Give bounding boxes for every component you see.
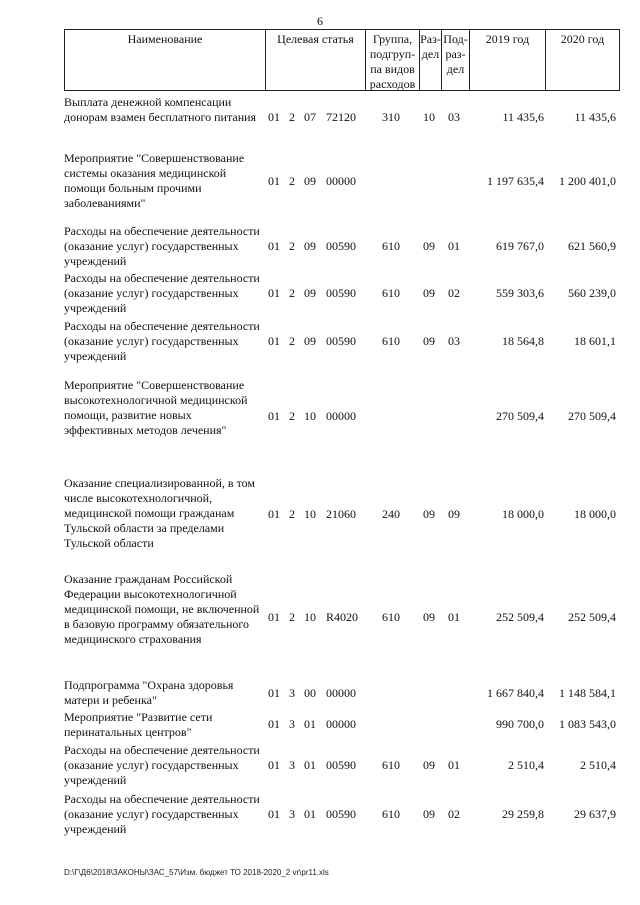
- row-value-2019: 2 510,4: [508, 758, 544, 772]
- table-row: [64, 95, 620, 140]
- row-code-activity: 10: [304, 610, 316, 624]
- row-code-direction: R4020: [326, 610, 359, 624]
- row-code-subprogram: 2: [289, 239, 295, 253]
- page-number: 6: [317, 14, 323, 28]
- row-code-subprogram: 3: [289, 807, 295, 821]
- row-code-activity: 09: [304, 334, 316, 348]
- row-value-2019: 252 509,4: [496, 610, 544, 624]
- row-razdel: 09: [423, 239, 435, 253]
- row-code-subprogram: 2: [289, 334, 295, 348]
- row-razdel: 09: [423, 286, 435, 300]
- header-year-2020: 2020 год: [545, 30, 619, 90]
- row-code-subprogram: 3: [289, 686, 295, 700]
- header-name: Наименование: [127, 32, 203, 46]
- row-value-2019: 1 667 840,4: [487, 686, 544, 700]
- row-code-program: 01: [268, 110, 280, 124]
- row-podrazdel: 02: [448, 286, 460, 300]
- row-code-activity: 10: [304, 409, 316, 423]
- row-code-subprogram: 2: [289, 286, 295, 300]
- row-code-direction: 21060: [326, 507, 356, 521]
- row-razdel: 09: [423, 334, 435, 348]
- row-value-2019: 11 435,6: [502, 110, 544, 124]
- row-code-direction: 00590: [326, 286, 356, 300]
- row-code-activity: 09: [304, 174, 316, 188]
- row-code-activity: 01: [304, 717, 316, 731]
- row-code-program: 01: [268, 717, 280, 731]
- row-code-activity: 07: [304, 110, 316, 124]
- row-razdel: 09: [423, 758, 435, 772]
- row-code-activity: 09: [304, 239, 316, 253]
- row-group: 610: [382, 758, 400, 772]
- row-value-2020: 252 509,4: [568, 610, 616, 624]
- row-podrazdel: 02: [448, 807, 460, 821]
- table-row: [64, 572, 620, 664]
- row-podrazdel: 03: [448, 334, 460, 348]
- header-group-line: па видов: [370, 62, 415, 76]
- row-code-subprogram: 3: [289, 758, 295, 772]
- row-podrazdel: 09: [448, 507, 460, 521]
- header-group-line: Группа,: [372, 32, 413, 46]
- header-target-article: Целевая статья: [265, 30, 365, 90]
- header-razdel-line: дел: [421, 47, 440, 61]
- row-code-program: 01: [268, 507, 280, 521]
- row-code-direction: 00590: [326, 758, 356, 772]
- row-code-direction: 00590: [326, 807, 356, 821]
- row-code-direction: 00000: [326, 409, 356, 423]
- header-podrazdel-line: Под-: [443, 32, 468, 46]
- row-podrazdel: 01: [448, 610, 460, 624]
- row-code-direction: 00000: [326, 686, 356, 700]
- row-value-2019: 29 259,8: [502, 807, 544, 821]
- row-podrazdel: 01: [448, 239, 460, 253]
- row-code-program: 01: [268, 758, 280, 772]
- row-group: 610: [382, 610, 400, 624]
- row-value-2020: 29 637,9: [574, 807, 616, 821]
- table-row: [64, 319, 620, 364]
- row-code-subprogram: 2: [289, 110, 295, 124]
- row-name: Расходы на обеспечение деятельности (оказание услуг) государственных учреждений: [64, 792, 260, 836]
- row-code-subprogram: 3: [289, 717, 295, 731]
- table-row: [64, 378, 620, 453]
- row-razdel: 09: [423, 507, 435, 521]
- row-razdel: 09: [423, 610, 435, 624]
- row-group: 610: [382, 334, 400, 348]
- row-name: Выплата денежной компенсации донорам взамен бесплатного питания: [64, 95, 257, 124]
- row-group: 610: [382, 807, 400, 821]
- row-value-2020: 18 000,0: [574, 507, 616, 521]
- row-name: Оказание гражданам Российской Федерации высокотехнологичной медицинской помощи, не включенной в базовую программу обязательного медицинского страхования: [64, 572, 260, 646]
- table-row: [64, 476, 620, 551]
- row-code-direction: 72120: [326, 110, 356, 124]
- row-code-direction: 00000: [326, 174, 356, 188]
- header-group: [365, 30, 419, 90]
- header-group-line: подгруп-: [369, 47, 416, 61]
- row-group: 610: [382, 239, 400, 253]
- row-code-activity: 10: [304, 507, 316, 521]
- row-code-activity: 01: [304, 807, 316, 821]
- row-code-activity: 00: [304, 686, 316, 700]
- row-value-2020: 11 435,6: [574, 110, 616, 124]
- row-value-2019: 18 000,0: [502, 507, 544, 521]
- row-razdel: 10: [423, 110, 435, 124]
- row-code-direction: 00000: [326, 717, 356, 731]
- row-value-2019: 990 700,0: [496, 717, 544, 731]
- header-podrazdel-line: раз-: [445, 47, 466, 61]
- row-value-2019: 559 303,6: [496, 286, 544, 300]
- table-row: [64, 743, 620, 788]
- row-code-program: 01: [268, 174, 280, 188]
- row-podrazdel: 03: [448, 110, 460, 124]
- row-name: Расходы на обеспечение деятельности (оказание услуг) государственных учреждений: [64, 319, 260, 363]
- row-podrazdel: 01: [448, 758, 460, 772]
- row-name: Расходы на обеспечение деятельности (оказание услуг) государственных учреждений: [64, 743, 260, 787]
- row-code-program: 01: [268, 409, 280, 423]
- row-code-direction: 00590: [326, 334, 356, 348]
- row-code-program: 01: [268, 686, 280, 700]
- header-podrazdel-line: дел: [446, 62, 465, 76]
- table-row: [64, 710, 620, 740]
- row-code-subprogram: 2: [289, 507, 295, 521]
- row-value-2020: 18 601,1: [574, 334, 616, 348]
- row-code-program: 01: [268, 334, 280, 348]
- row-code-program: 01: [268, 610, 280, 624]
- row-code-activity: 09: [304, 286, 316, 300]
- header-podrazdel: [441, 30, 469, 90]
- row-name: Мероприятие "Развитие сети перинатальных центров": [64, 710, 213, 739]
- table-header: [64, 29, 620, 91]
- table-row: [64, 678, 620, 708]
- row-value-2020: 2 510,4: [580, 758, 616, 772]
- header-group-line: расходов: [369, 77, 416, 91]
- row-name: Мероприятие "Совершенствование системы оказания медицинской помощи больным прочими заболеваниями": [64, 151, 245, 210]
- row-value-2019: 18 564,8: [502, 334, 544, 348]
- row-value-2019: 1 197 635,4: [487, 174, 544, 188]
- row-group: 310: [382, 110, 400, 124]
- row-group: 610: [382, 286, 400, 300]
- row-code-program: 01: [268, 286, 280, 300]
- header-razdel: [419, 30, 441, 90]
- table-row: [64, 792, 620, 837]
- row-name: Расходы на обеспечение деятельности (оказание услуг) государственных учреждений: [64, 271, 260, 315]
- row-code-subprogram: 2: [289, 174, 295, 188]
- row-code-program: 01: [268, 807, 280, 821]
- row-value-2020: 560 239,0: [568, 286, 616, 300]
- row-value-2019: 619 767,0: [496, 239, 544, 253]
- row-group: 240: [382, 507, 400, 521]
- row-name: Подпрограмма "Охрана здоровья матери и ребенка": [64, 678, 234, 707]
- header-year-2019: 2019 год: [469, 30, 545, 90]
- footer-file-path: D:\Г\Д6\2018\ЗАКОНЫ\ЗАС_57\Изм. бюджет ТО 2018-2020_2 vr\pr11.xls: [64, 868, 329, 877]
- row-code-subprogram: 2: [289, 610, 295, 624]
- row-code-activity: 01: [304, 758, 316, 772]
- row-code-direction: 00590: [326, 239, 356, 253]
- table-row: [64, 224, 620, 269]
- row-value-2019: 270 509,4: [496, 409, 544, 423]
- row-name: Оказание специализированной, в том числе высокотехнологичной, медицинской помощи гражданам Тульской области за пределами Тульской области: [64, 476, 256, 550]
- table-row: [64, 271, 620, 316]
- row-code-program: 01: [268, 239, 280, 253]
- row-value-2020: 1 200 401,0: [559, 174, 616, 188]
- row-name: Мероприятие "Совершенствование высокотехнологичной медицинской помощи, развитие новых эффективных методов лечения": [64, 378, 248, 437]
- header-razdel-line: Раз-: [420, 32, 441, 46]
- row-value-2020: 270 509,4: [568, 409, 616, 423]
- row-value-2020: 1 083 543,0: [559, 717, 616, 731]
- table-row: [64, 151, 620, 211]
- row-value-2020: 1 148 584,1: [559, 686, 616, 700]
- row-value-2020: 621 560,9: [568, 239, 616, 253]
- row-razdel: 09: [423, 807, 435, 821]
- row-code-subprogram: 2: [289, 409, 295, 423]
- row-name: Расходы на обеспечение деятельности (оказание услуг) государственных учреждений: [64, 224, 260, 268]
